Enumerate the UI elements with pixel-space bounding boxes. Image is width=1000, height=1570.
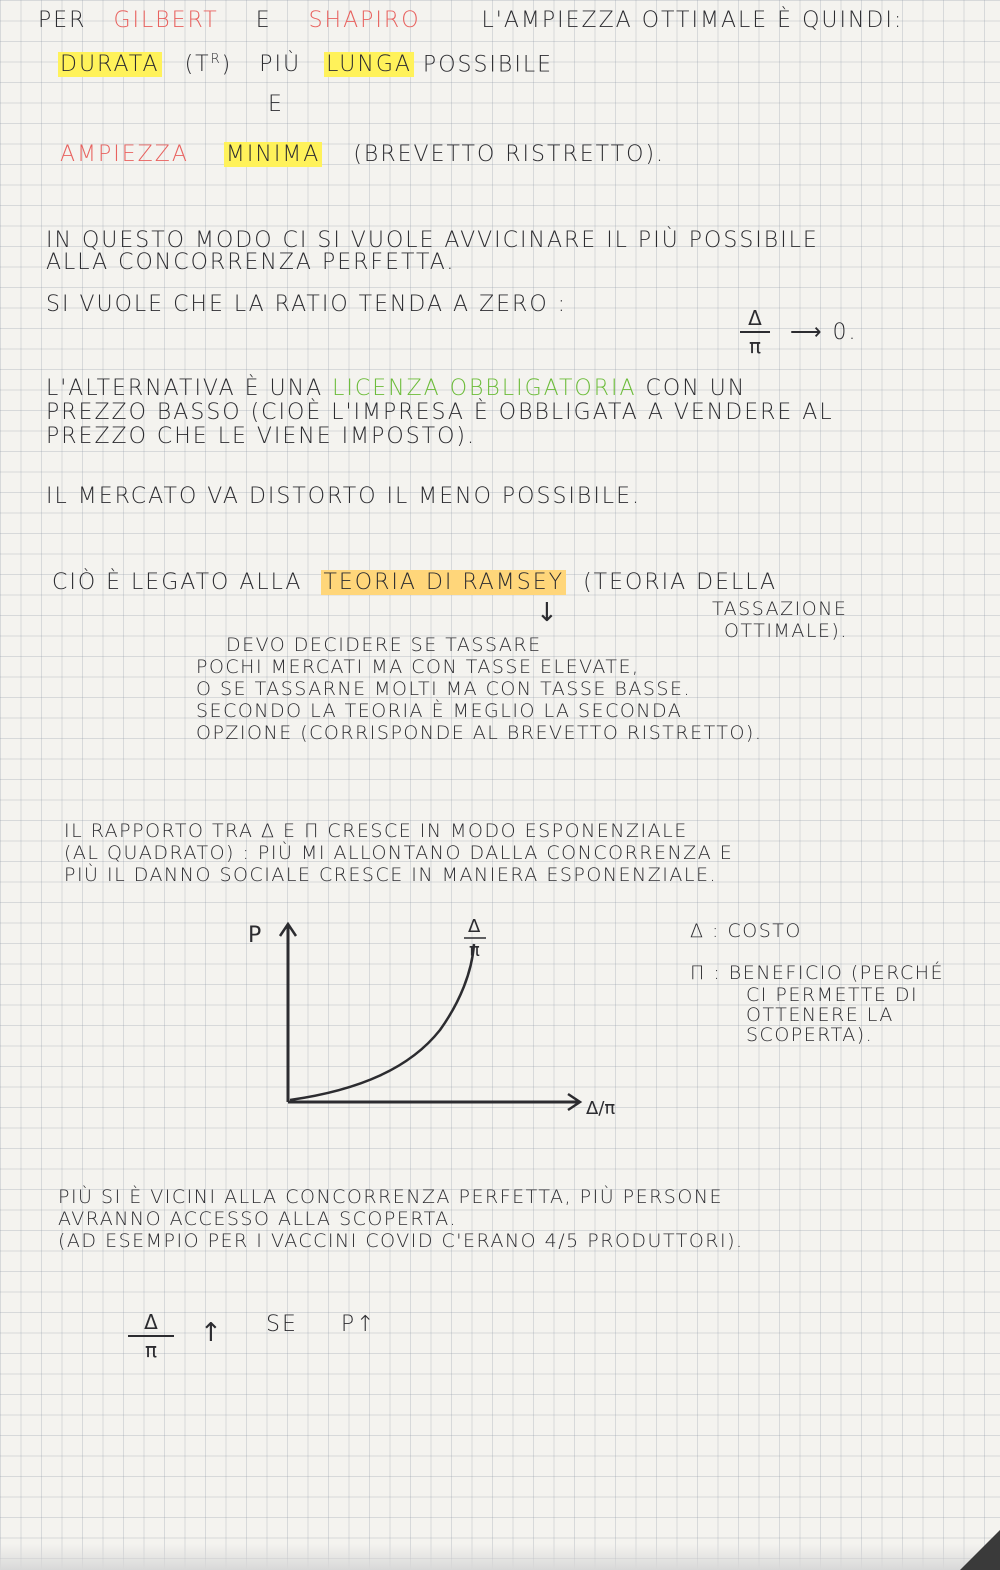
text-legend-costo: Δ : COSTO <box>690 920 802 942</box>
para-accesso-2 <box>58 1208 457 1230</box>
para-ramsey-5 <box>196 722 762 744</box>
arrow-to-zero <box>790 320 858 345</box>
text-con-un: CON UN <box>645 376 747 401</box>
para-concorrenza-2 <box>46 250 455 275</box>
para-ramsey-2 <box>196 656 640 678</box>
text-p6a: DEVO DECIDERE SE TASSARE <box>226 634 542 656</box>
x-axis-label: Δ/π <box>586 1098 616 1119</box>
text-ottimale: OTTIMALE). <box>724 620 848 642</box>
text-p7b: (AL QUADRATO) : PIÙ MI ALLONTANO DALLA CONCORRENZA E <box>64 842 734 864</box>
text-prezzo-basso: PREZZO BASSO (CIOÈ L'IMPRESA È OBBLIGATA A VENDERE AL <box>46 400 834 425</box>
exponential-curve <box>290 944 474 1100</box>
line-ramsey <box>52 570 777 595</box>
para-ramsey-1 <box>226 634 542 656</box>
line-durata <box>58 52 553 77</box>
text-p1a: IN QUESTO MODO CI SI VUOLE AVVICINARE IL PIÙ POSSIBILE <box>46 228 819 253</box>
para-rapporto-2 <box>64 842 733 864</box>
para-licenza-3 <box>46 424 476 449</box>
text-tr-close: ) <box>221 52 233 78</box>
highlight-teoria-ramsey: TEORIA DI RAMSEY <box>323 570 565 595</box>
line-e <box>268 92 284 117</box>
line-ottimale <box>724 620 848 642</box>
legend-permette <box>746 984 918 1006</box>
up-arrow-glyph: ↑ <box>200 1318 222 1348</box>
text-p8b: AVRANNO ACCESSO ALLA SCOPERTA. <box>58 1208 457 1230</box>
text-p-up: P↑ <box>340 1312 377 1337</box>
delta-num: Δ <box>748 306 762 330</box>
y-axis-label: P <box>248 923 262 948</box>
text-legend-beneficio: Π : BENEFICIO (PERCHÉ <box>690 962 945 984</box>
text-p8a: PIÙ SI È VICINI ALLA CONCORRENZA PERFETTA, PIÙ PERSONE <box>58 1186 724 1208</box>
text-alternativa: L'ALTERNATIVA È UNA <box>46 376 324 401</box>
fraction-delta-pi-2 <box>128 1312 174 1360</box>
text-e-2: E <box>268 92 284 117</box>
down-arrow-glyph: ↓ <box>536 598 558 628</box>
up-arrow <box>200 1318 222 1348</box>
fraction-bar-2 <box>128 1335 174 1337</box>
line-ratio-zero <box>46 292 567 317</box>
para-licenza-1 <box>46 376 746 401</box>
text-piu: PIÙ <box>259 52 302 78</box>
curve-label-den: π <box>469 940 480 961</box>
text-p8c: (AD ESEMPIO PER I VACCINI COVID C'ERANO 4/5 PRODUTTORI). <box>58 1230 744 1252</box>
pi-den: π <box>748 333 762 358</box>
text-p7c: PIÙ IL DANNO SOCIALE CRESCE IN MANIERA ESPONENZIALE. <box>64 864 718 886</box>
legend-beneficio <box>690 962 944 984</box>
highlight-minima: MINIMA <box>225 142 321 167</box>
text-teoria-della: (TEORIA DELLA <box>583 570 778 595</box>
text-p7a: IL RAPPORTO TRA Δ E Π CRESCE IN MODO ESPONENZIALE <box>64 820 688 842</box>
text-tr-sup: R <box>210 52 222 67</box>
page-corner <box>960 1530 1000 1570</box>
text-tassazione: TASSAZIONE <box>712 598 848 620</box>
text-p6c: O SE TASSARNE MOLTI MA CON TASSE BASSE. <box>196 678 692 700</box>
text-legend-scoperta: SCOPERTA). <box>746 1024 874 1046</box>
text-possibile: POSSIBILE <box>422 52 553 78</box>
text-legend-permette: CI PERMETTE DI <box>746 984 919 1006</box>
text-p6d: SECONDO LA TEORIA È MEGLIO LA SECONDA <box>196 700 683 722</box>
fraction-bar <box>740 331 770 333</box>
text-legend-ottenere: OTTENERE LA <box>746 1004 894 1026</box>
para-licenza-2 <box>46 400 834 425</box>
text-per: PER <box>38 8 87 33</box>
text-ratio-zero: SI VUOLE CHE LA RATIO TENDA A ZERO : <box>46 292 568 317</box>
page-bottom-shadow <box>0 1544 1000 1570</box>
text-ampiezza: AMPIEZZA <box>60 142 189 167</box>
text-p6e: OPZIONE (CORRISPONDE AL BREVETTO RISTRETTO). <box>196 722 763 744</box>
line-se-p <box>266 1312 377 1337</box>
para-rapporto-1 <box>64 820 688 842</box>
para-accesso-3 <box>58 1230 744 1252</box>
para-ramsey-4 <box>196 700 682 722</box>
text-arrow-zero: ⟶ 0. <box>790 320 858 345</box>
down-arrow <box>536 598 558 628</box>
line-ampiezza-minima <box>60 142 665 167</box>
legend-ottenere <box>746 1004 894 1026</box>
delta-num-2: Δ <box>144 1310 158 1334</box>
text-prezzo-imposto: PREZZO CHE LE VIENE IMPOSTO). <box>46 424 476 449</box>
highlight-lunga: LUNGA <box>326 52 412 78</box>
curve-label-num: Δ <box>468 916 481 937</box>
highlight-durata: DURATA <box>60 52 160 78</box>
text-tr-open: (T <box>184 52 211 78</box>
legend-scoperta <box>746 1024 873 1046</box>
para-ramsey-3 <box>196 678 691 700</box>
text-p1b: ALLA CONCORRENZA PERFETTA. <box>46 250 456 275</box>
text-p6b: POCHI MERCATI MA CON TASSE ELEVATE, <box>196 656 640 678</box>
line-tassazione <box>712 598 847 620</box>
fraction-delta-pi-1 <box>740 308 770 356</box>
text-mercato: IL MERCATO VA DISTORTO IL MENO POSSIBILE. <box>46 484 641 509</box>
author-shapiro: SHAPIRO <box>308 8 421 33</box>
text-brevetto-ristretto: (BREVETTO RISTRETTO). <box>353 142 666 167</box>
line-header <box>38 8 903 33</box>
pi-den-2: π <box>144 1337 158 1362</box>
text-licenza-obbligatoria: LICENZA OBBLIGATORIA <box>332 376 637 401</box>
text-ampiezza-ottimale: L'AMPIEZZA OTTIMALE È QUINDI: <box>481 8 904 33</box>
para-accesso-1 <box>58 1186 723 1208</box>
text-e: E <box>255 8 272 33</box>
exponential-graph <box>240 910 620 1130</box>
para-rapporto-3 <box>64 864 717 886</box>
legend-costo <box>690 920 802 942</box>
text-se: SE <box>266 1312 298 1337</box>
line-mercato <box>46 484 641 509</box>
author-gilbert: GILBERT <box>113 8 219 33</box>
text-cio-legato: CIÒ È LEGATO ALLA <box>52 570 303 595</box>
